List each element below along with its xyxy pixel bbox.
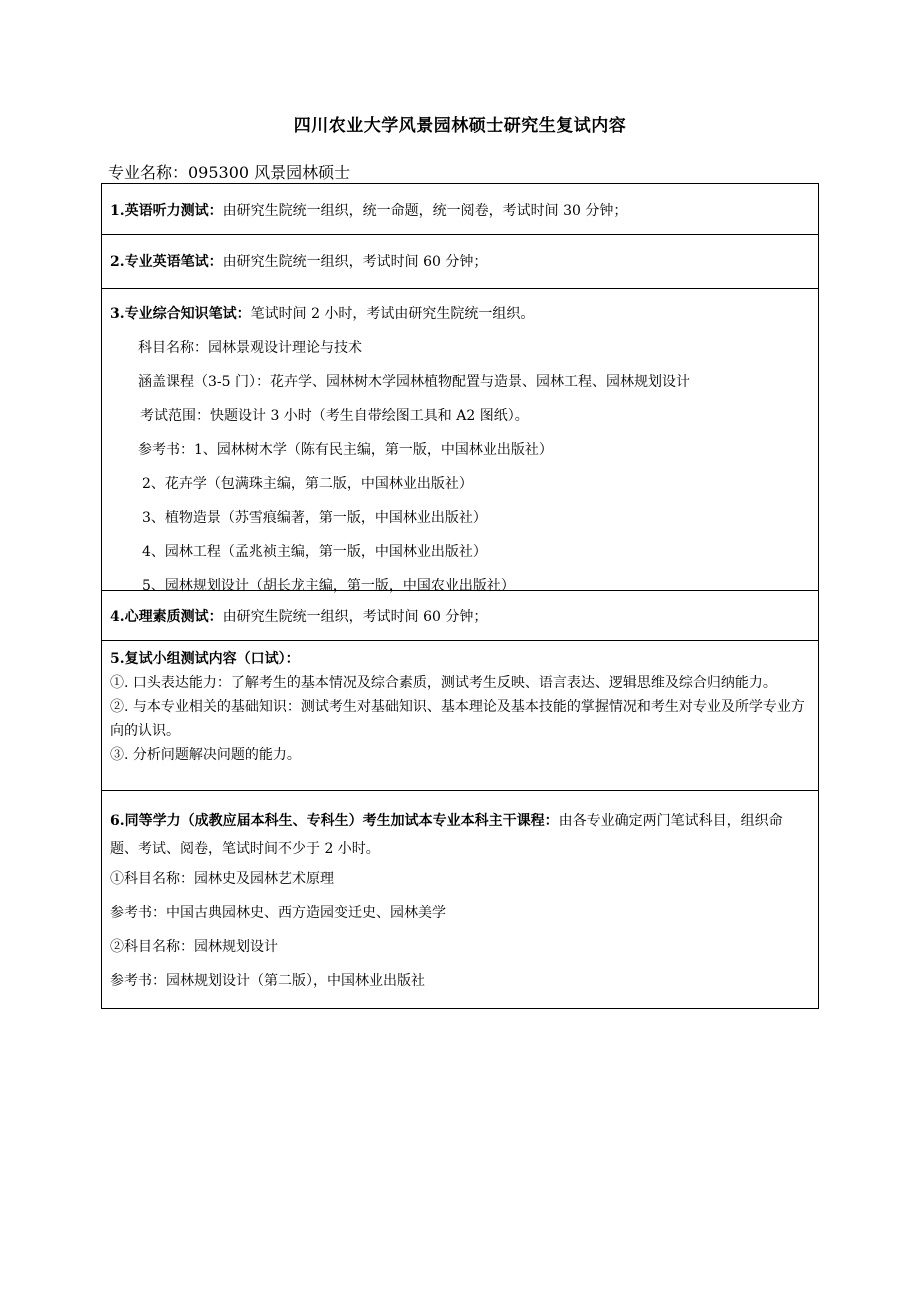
section-oral-test — [102, 640, 818, 790]
exam-scope: 考试范围：快题设计 3 小时（考生自带绘图工具和 A2 图纸）。 — [140, 408, 529, 424]
reference-book: 3、植物造景（苏雪痕编著，第一版，中国林业出版社） — [142, 510, 487, 526]
section-label: 2.专业英语笔试： — [110, 254, 223, 270]
page-title: 四川农业大学风景园林硕士研究生复试内容 — [293, 116, 627, 136]
major-name: 专业名称：095300 风景园林硕士 — [108, 163, 351, 182]
section-label: 4.心理素质测试： — [110, 609, 223, 625]
section-label: 3.专业综合知识笔试： — [110, 306, 251, 322]
reference-book: 参考书：园林规划设计（第二版），中国林业出版社 — [110, 973, 425, 989]
section-label: 1.英语听力测试： — [110, 203, 223, 219]
reference-book: 4、园林工程（孟兆祯主编，第一版，中国林业出版社） — [142, 544, 487, 560]
section-professional-english — [102, 234, 818, 288]
reference-book: 2、花卉学（包满珠主编，第二版，中国林业出版社） — [142, 476, 473, 492]
section-text: 由研究生院统一组织，考试时间 60 分钟； — [222, 254, 488, 270]
reference-book: 5、园林规划设计（胡长龙主编，第一版，中国农业出版社） — [142, 578, 515, 594]
reference-book: 参考书：中国古典园林史、西方造园变迁史、园林美学 — [110, 905, 446, 921]
section-text: 由研究生院统一组织，考试时间 60 分钟； — [222, 609, 488, 625]
section-comprehensive-knowledge — [102, 288, 818, 594]
oral-item: ③. 分析问题解决问题的能力。 — [110, 747, 301, 763]
oral-item: ②. 与本专业相关的基础知识：测试考生对基础知识、基本理论及基本技能的掌握情况和考生对专业及所学专业方向的认识。 — [110, 699, 805, 739]
reference-book: 参考书：1、园林树木学（陈有民主编，第一版，中国林业出版社） — [138, 442, 553, 458]
section-text: 笔试时间 2 小时，考试由研究生院统一组织。 — [250, 306, 535, 322]
section-label: 6.同等学力（成教应届本科生、专科生）考生加试本专业本科主干课程： — [110, 813, 559, 829]
subject-name: ②科目名称：园林规划设计 — [110, 939, 278, 955]
section-english-listening — [102, 184, 818, 234]
covered-courses: 涵盖课程（3-5 门）：花卉学、园林树木学园林植物配置与造景、园林工程、园林规划设计 — [138, 374, 690, 390]
section-text: 由研究生院统一组织，统一命题，统一阅卷，考试时间 30 分钟； — [222, 203, 628, 219]
oral-item: ①. 口头表达能力：了解考生的基本情况及综合素质，测试考生反映、语言表达、逻辑思维及综合归纳能力。 — [110, 675, 777, 691]
section-psychological-test — [102, 590, 818, 640]
subject-name: ①科目名称：园林史及园林艺术原理 — [110, 871, 334, 887]
section-equivalent-education — [102, 790, 818, 1008]
section-text: 由各专业确定两门笔试科目，组织命题、考试、阅卷，笔试时间不少于 2 小时。 — [110, 813, 783, 857]
exam-content-table — [101, 183, 819, 1009]
subject-name: 科目名称：园林景观设计理论与技术 — [138, 340, 362, 356]
section-label: 5.复试小组测试内容（口试）： — [110, 651, 300, 667]
